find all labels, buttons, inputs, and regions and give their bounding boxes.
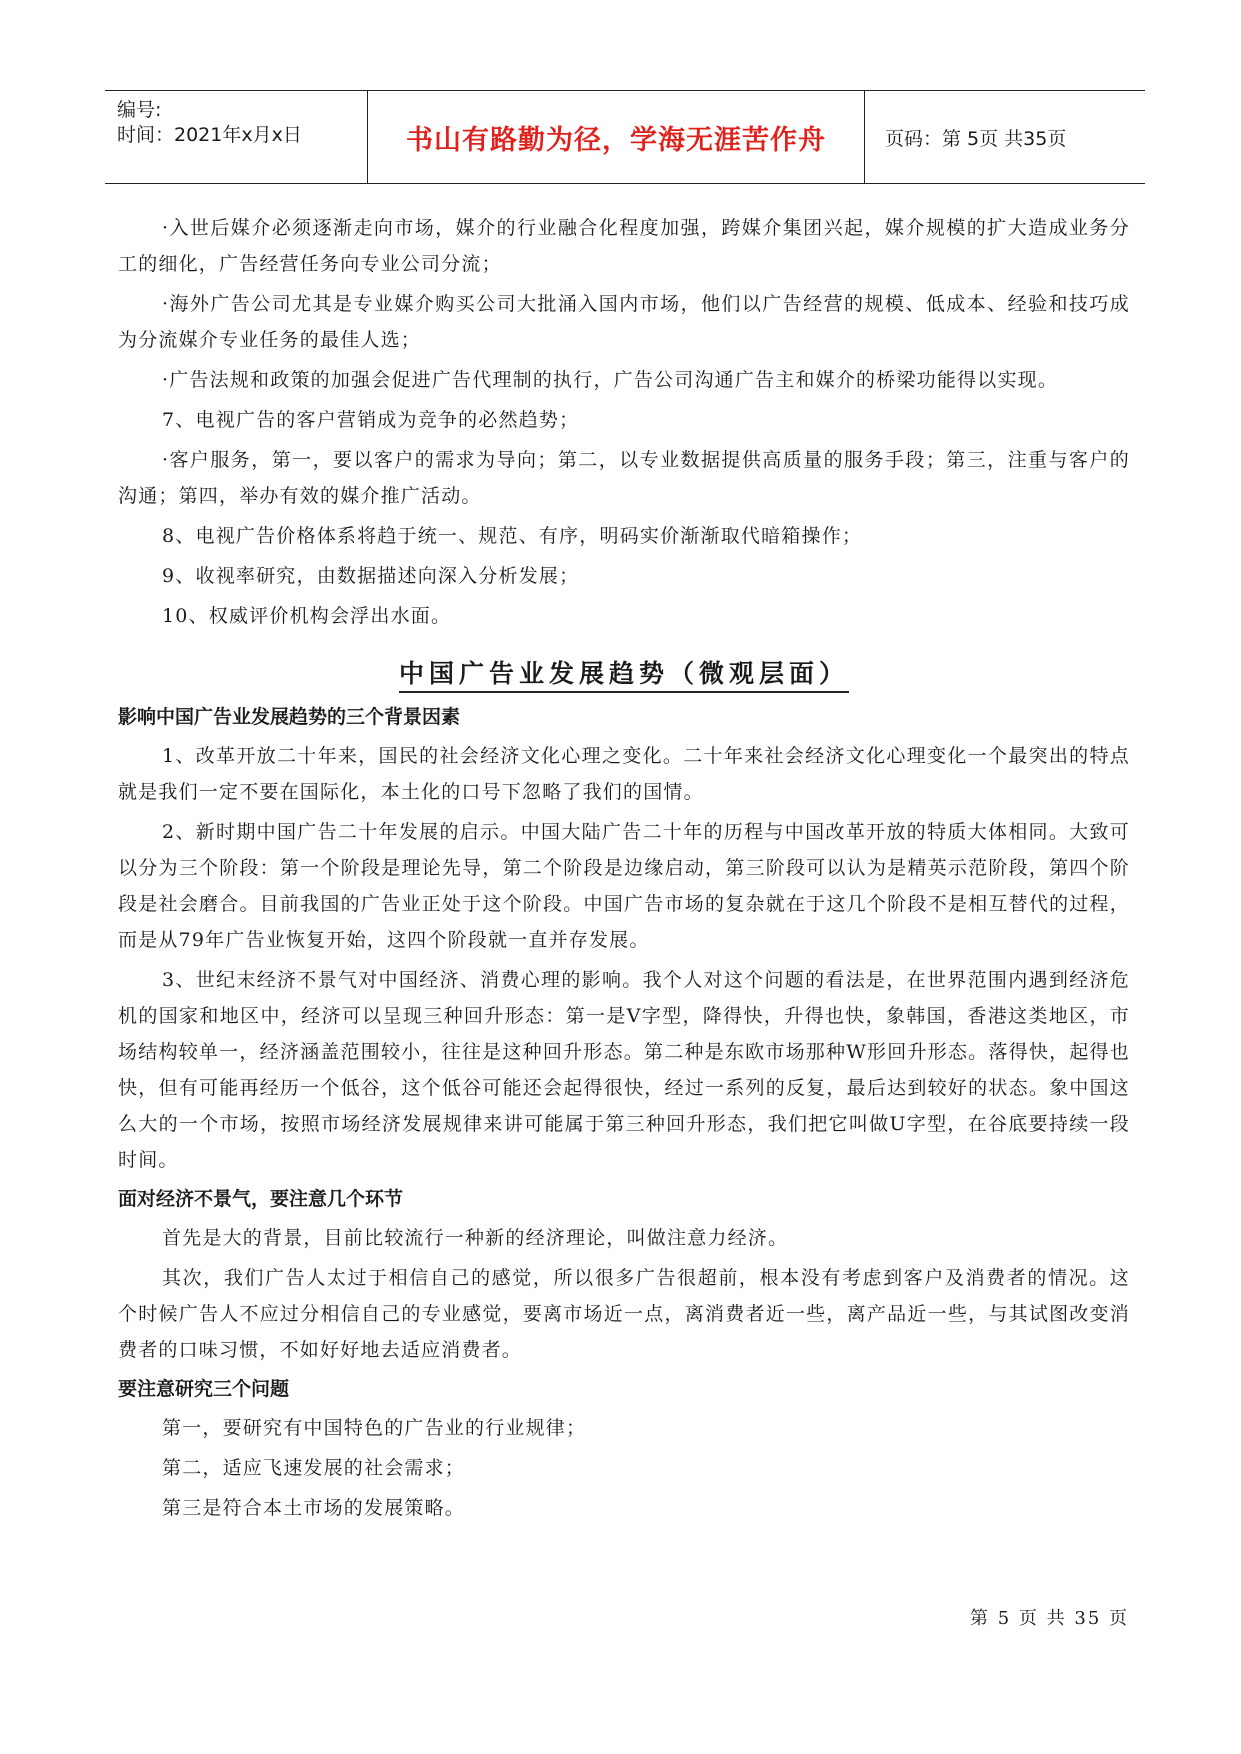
paragraph: 10、权威评价机构会浮出水面。 bbox=[162, 605, 452, 627]
paragraph: ·客户服务，第一，要以客户的需求为导向；第二，以专业数据提供高质量的服务手段；第三，注重与客户的沟通；第四，举办有效的媒介推广活动。 bbox=[118, 449, 1130, 507]
subheading: 面对经济不景气，要注意几个环节 bbox=[118, 1188, 404, 1210]
paragraph: 2、新时期中国广告二十年发展的启示。中国大陆广告二十年的历程与中国改革开放的特质大体相同。大致可以分为三个阶段：第一个阶段是理论先导，第二个阶段是边缘启动，第三阶段可以认为是精英示范阶段，第四个阶段是社会磨合。目前我国的广告业正处于这个阶段。中国广告市场的复杂就在于这几个阶段不是相互替代的过程，而是从79年广告业恢复开始，这四个阶段就一直并存发展。 bbox=[118, 821, 1130, 951]
document-body bbox=[118, 210, 1130, 1530]
header-page-code: 页码：第 5页 共35页 bbox=[885, 127, 1067, 150]
paragraph: 1、改革开放二十年来，国民的社会经济文化心理之变化。二十年来社会经济文化心理变化一个最突出的特点就是我们一定不要在国际化，本土化的口号下忽略了我们的国情。 bbox=[118, 745, 1130, 803]
page-header bbox=[105, 90, 1145, 184]
document-number-label: 编号: bbox=[117, 99, 162, 121]
paragraph: ·入世后媒介必须逐渐走向市场，媒介的行业融合化程度加强，跨媒介集团兴起，媒介规模的扩大造成业务分工的细化，广告经营任务向专业公司分流； bbox=[118, 217, 1130, 275]
header-motto: 书山有路勤为径，学海无涯苦作舟 bbox=[406, 124, 826, 156]
paragraph: 第二，适应飞速发展的社会需求； bbox=[162, 1457, 466, 1479]
header-page-cell bbox=[865, 91, 1145, 183]
paragraph: 第三是符合本土市场的发展策略。 bbox=[162, 1497, 466, 1519]
header-motto-cell bbox=[367, 91, 865, 183]
paragraph: 第一，要研究有中国特色的广告业的行业规律； bbox=[162, 1417, 587, 1439]
header-info-cell bbox=[105, 91, 367, 183]
section-title bbox=[118, 654, 1130, 690]
paragraph: ·海外广告公司尤其是专业媒介购买公司大批涌入国内市场，他们以广告经营的规模、低成本、经验和技巧成为分流媒介专业任务的最佳人选； bbox=[118, 293, 1130, 351]
page-footer: 第 5 页 共 35 页 bbox=[970, 1608, 1129, 1629]
paragraph: 8、电视广告价格体系将趋于统一、规范、有序，明码实价渐渐取代暗箱操作； bbox=[162, 525, 863, 547]
subheading: 影响中国广告业发展趋势的三个背景因素 bbox=[118, 706, 461, 728]
paragraph: 首先是大的背景，目前比较流行一种新的经济理论，叫做注意力经济。 bbox=[162, 1227, 789, 1249]
paragraph: 其次，我们广告人太过于相信自己的感觉，所以很多广告很超前，根本没有考虑到客户及消费者的情况。这个时候广告人不应过分相信自己的专业感觉，要离市场近一点，离消费者近一些，离产品近一些，与其试图改变消费者的口味习惯，不如好好地去适应消费者。 bbox=[118, 1267, 1130, 1361]
paragraph: 7、电视广告的客户营销成为竞争的必然趋势； bbox=[162, 409, 580, 431]
document-time-label: 时间：2021年x月x日 bbox=[117, 124, 302, 146]
subheading: 要注意研究三个问题 bbox=[118, 1378, 290, 1400]
paragraph: ·广告法规和政策的加强会促进广告代理制的执行，广告公司沟通广告主和媒介的桥梁功能得以实现。 bbox=[162, 369, 1059, 391]
paragraph: 3、世纪末经济不景气对中国经济、消费心理的影响。我个人对这个问题的看法是，在世界范围内遇到经济危机的国家和地区中，经济可以呈现三种回升形态：第一是V字型，降得快，升得也快，象韩国，香港这类地区，市场结构较单一，经济涵盖范围较小，往往是这种回升形态。第二种是东欧市场那种W形回升形态。落得快，起得也快，但有可能再经历一个低谷，这个低谷可能还会起得很快，经过一系列的反复，最后达到较好的状态。象中国这么大的一个市场，按照市场经济发展规律来讲可能属于第三种回升形态，我们把它叫做U字型，在谷底要持续一段时间。 bbox=[118, 969, 1130, 1171]
section-title-text: 中国广告业发展趋势（微观层面） bbox=[399, 659, 849, 693]
paragraph: 9、收视率研究，由数据描述向深入分析发展； bbox=[162, 565, 580, 587]
